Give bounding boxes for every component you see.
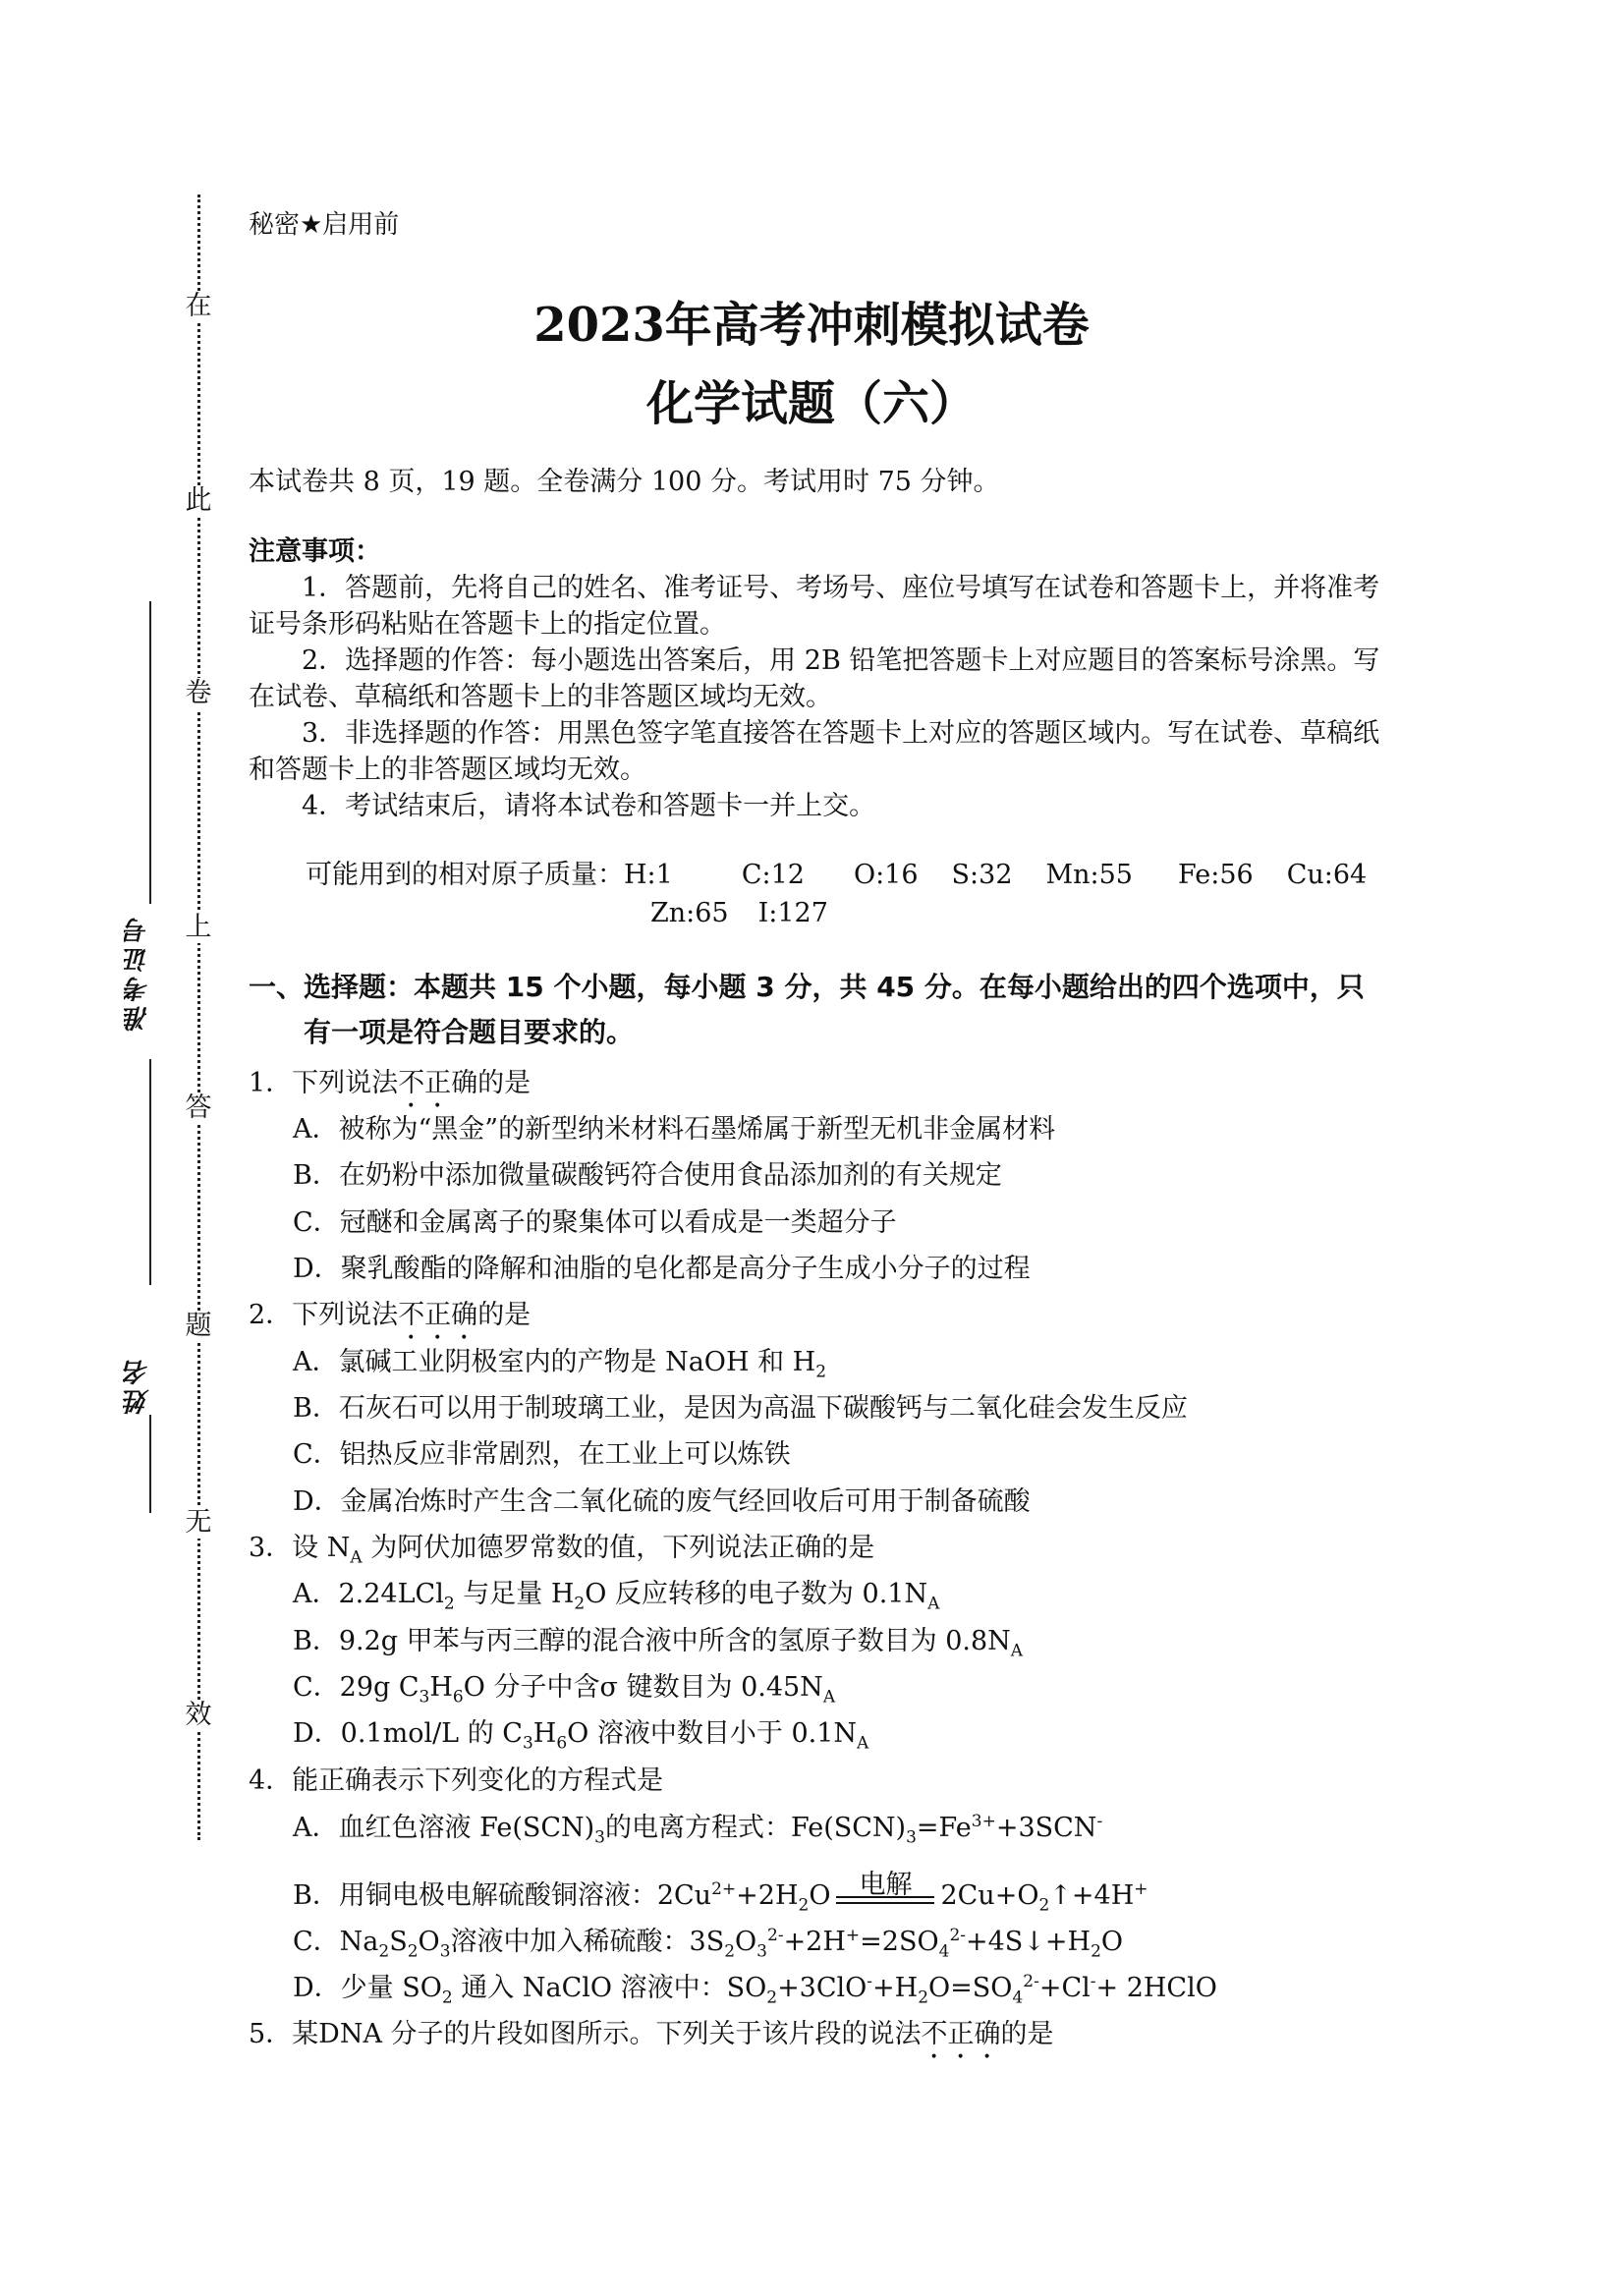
q4d-1: D．少量 SO bbox=[293, 1973, 442, 2003]
q4c-7: 溶液中加入稀硫酸：3S bbox=[450, 1927, 725, 1957]
page-title: 2023年高考冲刺模拟试卷 bbox=[533, 298, 1090, 353]
mass-cu: Cu:64 bbox=[1286, 860, 1368, 890]
q4c-5: O bbox=[418, 1927, 440, 1957]
q3a-2: 2 bbox=[443, 1594, 455, 1614]
q4d-9: O=SO bbox=[928, 1973, 1013, 2003]
q4a-2: 3 bbox=[594, 1827, 605, 1848]
question-2-option-b: B．石灰石可以用于制玻璃工业，是因为高温下碳酸钙与二氧化硅会发生反应 bbox=[293, 1393, 1188, 1424]
margin-char-2: 此 bbox=[183, 485, 214, 517]
atomic-masses-label: 可能用到的相对原子质量： bbox=[306, 860, 624, 890]
q4d-8: 2 bbox=[918, 1988, 929, 2008]
q3c-5: O 分子中含σ 键数目为 0.45N bbox=[463, 1672, 823, 1703]
q2a-text: A．氯碱工业阴极室内的产物是 NaOH 和 H bbox=[293, 1347, 816, 1377]
q4c-19: O bbox=[1100, 1927, 1124, 1957]
q1-pre: 1．下列说法 bbox=[249, 1068, 399, 1098]
margin-char-3: 卷 bbox=[183, 678, 214, 709]
confidential-mark: 秘密★启用前 bbox=[249, 210, 400, 240]
question-4-option-d bbox=[293, 1966, 1217, 2007]
question-4-stem: 4．能正确表示下列变化的方程式是 bbox=[249, 1765, 664, 1796]
atomic-masses-row2 bbox=[650, 898, 858, 928]
mass-zn: Zn:65 bbox=[650, 898, 729, 928]
q3d-3: H bbox=[532, 1718, 557, 1749]
q4c-16: 2- bbox=[949, 1926, 966, 1945]
q3b-2: A bbox=[1010, 1641, 1024, 1661]
q3c-3: H bbox=[429, 1672, 453, 1703]
q4d-3: 通入 NaClO 溶液中：SO bbox=[452, 1973, 767, 2003]
q4c-10: 3 bbox=[756, 1941, 767, 1962]
q3c-1: C．29g C bbox=[293, 1672, 420, 1703]
margin-char-1: 在 bbox=[183, 291, 214, 322]
note-item-1: 1．答题前，先将自己的姓名、准考证号、考场号、座位号填写在试卷和答题卡上，并将准考证号条形码粘贴在答题卡上的指定位置。 bbox=[249, 573, 1380, 640]
q4d-5: +3ClO bbox=[777, 1973, 867, 2003]
q4b-1: B．用铜电极电解硫酸铜溶液：2Cu bbox=[293, 1880, 712, 1911]
section-1-line2: 有一项是符合题目要求的。 bbox=[304, 1016, 635, 1048]
q4d-6: - bbox=[867, 1972, 873, 1991]
q4c-9: O bbox=[735, 1927, 757, 1957]
mass-c: C:12 bbox=[741, 860, 805, 890]
q3d-2: 3 bbox=[522, 1733, 533, 1754]
q4d-4: 2 bbox=[766, 1988, 778, 2008]
q3c-4: 6 bbox=[452, 1687, 464, 1708]
exam-id-label: 准考证号 bbox=[124, 914, 153, 1032]
q3a-5: O 反应转移的电子数为 0.1N bbox=[585, 1579, 928, 1609]
question-1-option-a: A．被称为“黑金”的新型纳米材料石墨烯属于新型无机非金属材料 bbox=[293, 1114, 1056, 1145]
question-2-stem bbox=[249, 1293, 531, 1346]
q4d-2: 2 bbox=[441, 1988, 453, 2008]
question-4-option-b bbox=[293, 1870, 1148, 1916]
question-5-stem bbox=[249, 2012, 1054, 2065]
q3a-1: A．2.24LCl bbox=[293, 1579, 444, 1609]
q3-s2: A bbox=[350, 1547, 363, 1568]
q4d-7: +H bbox=[872, 1973, 919, 2003]
notes-heading: 注意事项： bbox=[249, 536, 381, 567]
q3d-6: A bbox=[857, 1733, 869, 1754]
q1-emph: 不正 bbox=[398, 1068, 452, 1098]
electrolysis-label: 电解 bbox=[859, 1870, 913, 1900]
note-item-4: 4．考试结束后，请将本试卷和答题卡一并上交。 bbox=[302, 791, 876, 821]
q4d-12: +Cl bbox=[1038, 1973, 1091, 2003]
q5-emph: 不正确 bbox=[921, 2019, 1001, 2049]
mass-o: O:16 bbox=[853, 860, 919, 890]
q4a-8: - bbox=[1096, 1812, 1103, 1831]
q5-pre: 5．某DNA 分子的片段如图所示。下列关于该片段的说法 bbox=[249, 2019, 922, 2049]
binding-dotted-line bbox=[197, 195, 200, 1840]
q3d-1: D．0.1mol/L 的 C bbox=[293, 1718, 523, 1749]
q4c-8: 2 bbox=[724, 1941, 736, 1962]
mass-s: S:32 bbox=[951, 860, 1013, 890]
exam-id-line bbox=[149, 601, 151, 904]
mass-h: H:1 bbox=[624, 860, 673, 890]
q4a-5: =Fe bbox=[916, 1813, 972, 1843]
note-item-2: 2．选择题的作答：每小题选出答案后，用 2B 铅笔把答题卡上对应题目的答案标号涂黑。写在试卷、草稿纸和答题卡上的非答题区域均无效。 bbox=[249, 645, 1380, 712]
margin-char-5: 答 bbox=[183, 1092, 214, 1124]
q4c-18: 2 bbox=[1091, 1941, 1101, 1962]
page-subtitle: 化学试题（六） bbox=[645, 376, 977, 431]
section-1-line1: 一、选择题：本题共 15 个小题，每小题 3 分，共 45 分。在每小题给出的四个选项中，只 bbox=[249, 971, 1365, 1003]
q4d-14: + 2HClO bbox=[1095, 1973, 1217, 2003]
mass-mn: Mn:55 bbox=[1045, 860, 1133, 890]
q4c-4: 2 bbox=[407, 1941, 419, 1962]
exam-intro: 本试卷共 8 页，19 题。全卷满分 100 分。考试用时 75 分钟。 bbox=[249, 467, 1000, 497]
q4b-2: 2+ bbox=[711, 1879, 737, 1899]
q3b-1: B．9.2g 甲苯与丙三醇的混合液中所含的氢原子数目为 0.8N bbox=[293, 1626, 1011, 1656]
electrolysis-sign bbox=[836, 1870, 934, 1904]
q5-post: 的是 bbox=[1000, 2019, 1054, 2049]
q4a-3: 的电离方程式：Fe(SCN) bbox=[605, 1813, 907, 1843]
q2-emph: 不正确 bbox=[398, 1300, 478, 1330]
atomic-masses-row1 bbox=[306, 853, 1400, 891]
q3d-4: 6 bbox=[556, 1733, 568, 1754]
q4c-6: 3 bbox=[439, 1941, 451, 1962]
question-3-option-d bbox=[293, 1711, 868, 1753]
question-2-option-d: D．金属冶炼时产生含二氧化硫的废气经回收后可用于制备硫酸 bbox=[293, 1486, 1031, 1517]
q2a-sub: 2 bbox=[815, 1362, 827, 1382]
q4d-11: 2- bbox=[1023, 1972, 1039, 1991]
q4a-6: 3+ bbox=[971, 1812, 996, 1831]
mass-i: I:127 bbox=[757, 898, 828, 928]
exam-id-line-lower bbox=[149, 1059, 151, 1285]
q3a-3: 与足量 H bbox=[454, 1579, 575, 1609]
question-2-option-c: C．铝热反应非常剧烈，在工业上可以炼铁 bbox=[293, 1439, 791, 1470]
question-1-option-c: C．冠醚和金属离子的聚集体可以看成是一类超分子 bbox=[293, 1207, 897, 1238]
q4a-1: A．血红色溶液 Fe(SCN) bbox=[293, 1813, 595, 1843]
q4b-3: +2H bbox=[736, 1880, 799, 1911]
question-1-option-b: B．在奶粉中添加微量碳酸钙符合使用食品添加剂的有关规定 bbox=[293, 1160, 1002, 1191]
margin-char-7: 无 bbox=[183, 1507, 214, 1539]
question-1-option-d: D．聚乳酸酯的降解和油脂的皂化都是高分子生成小分子的过程 bbox=[293, 1254, 1031, 1284]
q4b-6: 2Cu+O bbox=[940, 1880, 1039, 1911]
q4c-15: 4 bbox=[938, 1941, 950, 1962]
q3c-6: A bbox=[822, 1687, 836, 1708]
q4c-1: C．Na bbox=[293, 1927, 379, 1957]
q4a-4: 3 bbox=[906, 1827, 917, 1848]
margin-char-4: 上 bbox=[183, 912, 214, 943]
note-item-3: 3．非选择题的作答：用黑色签字笔直接答在答题卡上对应的答题区域内。写在试卷、草稿纸和答题卡上的非答题区域均无效。 bbox=[249, 718, 1380, 785]
q1-post: 确的是 bbox=[451, 1068, 532, 1098]
q3c-2: 3 bbox=[419, 1687, 430, 1708]
question-1-stem bbox=[249, 1061, 531, 1114]
question-3-option-b bbox=[293, 1619, 1023, 1660]
q4a-7: +3SCN bbox=[995, 1813, 1097, 1843]
q4c-12: +2H bbox=[783, 1927, 846, 1957]
q3-s3: 为阿伏加德罗常数的值，下列说法正确的是 bbox=[362, 1533, 875, 1563]
q3a-4: 2 bbox=[574, 1594, 586, 1614]
q4c-14: =2SO bbox=[860, 1927, 939, 1957]
q2-post: 的是 bbox=[477, 1300, 532, 1330]
name-label: 姓名 bbox=[124, 1356, 153, 1415]
question-3-stem bbox=[249, 1526, 874, 1567]
q3a-6: A bbox=[927, 1594, 940, 1614]
section-1-heading bbox=[249, 965, 1398, 1055]
q4d-13: - bbox=[1090, 1972, 1096, 1991]
question-3-option-c bbox=[293, 1665, 835, 1707]
q4d-10: 4 bbox=[1012, 1988, 1024, 2008]
q4c-3: S bbox=[389, 1927, 408, 1957]
q4c-2: 2 bbox=[378, 1941, 390, 1962]
q4b-9: + bbox=[1134, 1879, 1148, 1899]
margin-char-6: 题 bbox=[183, 1311, 214, 1342]
mass-fe: Fe:56 bbox=[1178, 860, 1254, 890]
q4b-8: ↑+4H bbox=[1049, 1880, 1135, 1911]
notes-block bbox=[249, 533, 1388, 824]
q4c-17: +4S↓+H bbox=[966, 1927, 1091, 1957]
question-4-option-a bbox=[293, 1806, 1102, 1847]
q2-pre: 2．下列说法 bbox=[249, 1300, 399, 1330]
question-3-option-a bbox=[293, 1572, 939, 1613]
q3d-5: O 溶液中数目小于 0.1N bbox=[567, 1718, 858, 1749]
q4c-13: + bbox=[845, 1926, 861, 1945]
q4b-7: 2 bbox=[1038, 1895, 1050, 1916]
q3-s1: 3．设 N bbox=[249, 1533, 351, 1563]
q4b-4: 2 bbox=[798, 1895, 810, 1916]
question-4-option-c bbox=[293, 1920, 1123, 1961]
q4c-11: 2- bbox=[767, 1926, 784, 1945]
q4b-5: O bbox=[809, 1880, 831, 1911]
question-2-option-a bbox=[293, 1340, 826, 1381]
margin-char-8: 效 bbox=[183, 1700, 214, 1731]
name-line-lower bbox=[149, 1415, 151, 1513]
